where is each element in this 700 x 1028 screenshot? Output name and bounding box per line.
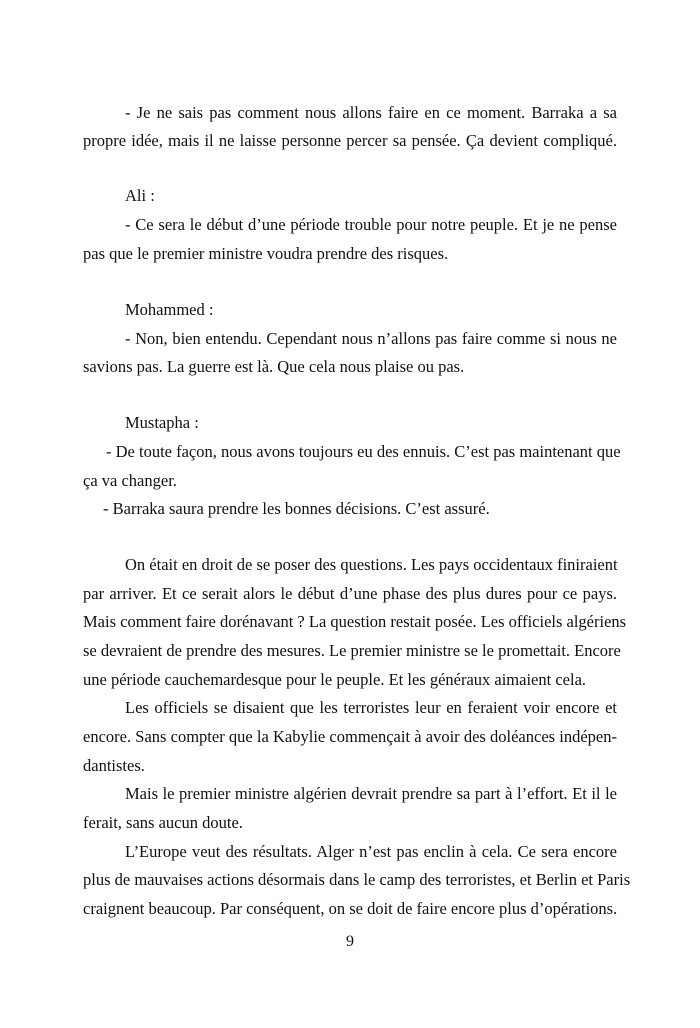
text-line: savions pas. La guerre est là. Que cela nous plaise ou pas. xyxy=(83,357,465,376)
text-line: ferait, sans aucun doute. xyxy=(83,813,243,832)
text-line: dantistes. xyxy=(83,756,145,775)
text-line: L’Europe veut des résultats. Alger n’est pas enclin à cela. Ce sera encore xyxy=(125,842,617,861)
speaker-label: Ali : xyxy=(125,186,155,205)
text-line: - Je ne sais pas comment nous allons faire en ce moment. Barraka a sa xyxy=(125,103,617,122)
text-line: plus de mauvaises actions désormais dans le camp des terroristes, et Berlin et Paris xyxy=(83,870,631,889)
text-line: - Ce sera le début d’une période trouble pour notre peuple. Et je ne pense xyxy=(125,215,617,234)
text-line: On était en droit de se poser des questions. Les pays occidentaux finiraient xyxy=(125,555,618,574)
text-line: craignent beaucoup. Par conséquent, on se doit de faire encore plus d’opérations. xyxy=(83,899,618,918)
text-line: Les officiels se disaient que les terroristes leur en feraient voir encore et xyxy=(125,698,617,717)
text-line: - Barraka saura prendre les bonnes décisions. C’est assuré. xyxy=(103,499,490,518)
speaker-label: Mustapha : xyxy=(125,413,199,432)
speaker-label: Mohammed : xyxy=(125,300,214,319)
page-number: 9 xyxy=(346,933,354,950)
text-line: se devraient de prendre des mesures. Le premier ministre se le promettait. Encore xyxy=(83,641,621,660)
text-line: par arriver. Et ce serait alors le début d’une phase des plus dures pour ce pays. xyxy=(83,584,617,603)
text-line: propre idée, mais il ne laisse personne percer sa pensée. Ça devient compliqué. xyxy=(83,131,617,150)
text-line: - De toute façon, nous avons toujours eu des ennuis. C’est pas maintenant que xyxy=(106,442,621,461)
text-line: encore. Sans compter que la Kabylie commençait à avoir des doléances indépen- xyxy=(83,727,617,746)
text-line: ça va changer. xyxy=(83,471,177,490)
text-line: pas que le premier ministre voudra prendre des risques. xyxy=(83,244,449,263)
text-line: Mais le premier ministre algérien devrait prendre sa part à l’effort. Et il le xyxy=(125,784,617,803)
text-line: une période cauchemardesque pour le peuple. Et les généraux aimaient cela. xyxy=(83,670,587,689)
text-line: Mais comment faire dorénavant ? La question restait posée. Les officiels algériens xyxy=(83,612,627,631)
text-line: - Non, bien entendu. Cependant nous n’allons pas faire comme si nous ne xyxy=(125,329,617,348)
